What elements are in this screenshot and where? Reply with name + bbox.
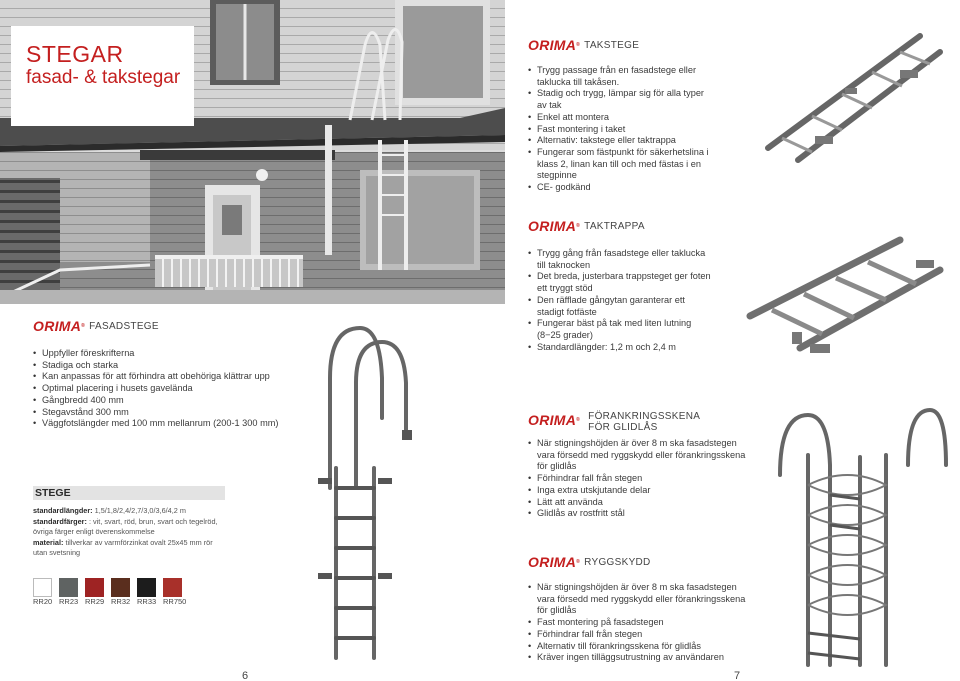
list-item: • Trygg passage från en fasadstege eller taklucka till takåsen. xyxy=(528,65,713,88)
page-number-left: 6 xyxy=(242,670,249,681)
list-item: • Fungerar som fästpunkt för säkerhetslina i klass 2, linan kan till och med fästas i en stegpinne xyxy=(528,147,713,182)
spec-label: standardlängder: xyxy=(33,506,93,515)
section-title: TAKSTEGE xyxy=(584,40,640,51)
swatch-label: RR750 xyxy=(163,597,187,606)
page-number-right: 7 xyxy=(734,670,741,681)
list-item: • Stadig och trygg, lämpar sig för alla typer av tak xyxy=(528,88,713,111)
takstege-heading xyxy=(528,38,639,52)
list-item: • Förhindrar fall från stegen xyxy=(528,629,753,641)
list-item: • Stadiga och starka xyxy=(33,360,293,372)
list-item: • Lätt att använda xyxy=(528,497,753,509)
title-box xyxy=(11,26,194,126)
list-item: • Fast montering i taket xyxy=(528,124,713,136)
taktrappa-heading xyxy=(528,219,645,233)
orima-logo: ORIMA® xyxy=(528,554,581,570)
orima-logo: ORIMA® xyxy=(528,218,581,234)
forankringsskena-list xyxy=(528,438,753,520)
takstege-list xyxy=(528,65,713,194)
swatch-rr32 xyxy=(111,578,130,597)
list-item: • Alternativ till förankringsskena för glidlås xyxy=(528,641,753,653)
page-title: STEGAR xyxy=(26,41,124,67)
spec-label: standardfärger: xyxy=(33,516,87,526)
orima-logo: ORIMA® xyxy=(528,412,581,428)
section-title-line: FÖRANKRINGSSKENA xyxy=(588,411,701,422)
swatch-rr33 xyxy=(137,578,156,597)
list-item: • Inga extra utskjutande delar xyxy=(528,485,753,497)
ryggskydd-illustration xyxy=(768,395,953,675)
section-title: TAKTRAPPA xyxy=(584,221,645,232)
list-item: • Förhindrar fall från stegen xyxy=(528,473,753,485)
orima-logo: ORIMA® xyxy=(528,37,581,53)
swatch-label: RR20 xyxy=(33,597,53,606)
list-item: • Optimal placering i husets gavelända xyxy=(33,383,293,395)
list-item: • Standardlängder: 1,2 m och 2,4 m xyxy=(528,342,713,354)
orima-logo: ORIMA® xyxy=(33,318,86,334)
section-title xyxy=(588,409,700,433)
list-item: • Stegavstånd 300 mm xyxy=(33,407,293,419)
spec-value: utan svetsning xyxy=(33,548,81,557)
list-item: • Glidlås av rostfritt stål xyxy=(528,508,753,520)
spec-value: övriga färger enligt överenskommelse xyxy=(33,527,155,536)
spec-value: : vit, svart, röd, brun, svart och tegelröd, xyxy=(88,516,218,526)
fasadstege-heading xyxy=(33,319,159,333)
list-item: • Enkel att montera xyxy=(528,112,713,124)
list-item: • CE- godkänd xyxy=(528,182,713,194)
list-item: • Fungerar bäst på tak med liten lutning (8−25 grader) xyxy=(528,318,713,341)
section-title-line: FÖR GLIDLÅS xyxy=(588,422,658,433)
list-item: • Kan anpassas för att förhindra att obehöriga klättrar upp xyxy=(33,371,293,383)
swatch-rr750 xyxy=(163,578,182,597)
list-item: • Det breda, justerbara trappsteget ger foten ett tryggt stöd xyxy=(528,271,713,294)
list-item: • När stigningshöjden är över 8 m ska fasadstegen vara försedd med ryggskydd eller förankringsskena för glidlås xyxy=(528,438,753,473)
list-item: • Gångbredd 400 mm xyxy=(33,395,293,407)
spec-value: 1,5/1,8/2,4/2,7/3,0/3,6/4,2 m xyxy=(94,506,186,515)
list-item: • Väggfotslängder med 100 mm mellanrum (200-1 300 mm) xyxy=(33,418,293,430)
page-subtitle: fasad- & takstegar xyxy=(26,67,181,88)
ryggskydd-heading xyxy=(528,555,651,569)
swatch-label: RR29 xyxy=(85,597,105,606)
list-item: • Den räfflade gångytan garanterar ett stadigt fotfäste xyxy=(528,295,713,318)
fasadstege-list xyxy=(33,348,293,430)
taktrappa-illustration xyxy=(740,228,945,363)
ryggskydd-list xyxy=(528,582,753,664)
stege-specification xyxy=(33,506,253,559)
stege-heading: STEGE xyxy=(33,486,225,500)
swatch-label: RR32 xyxy=(111,597,131,606)
spec-value: tillverkar av varmförzinkat ovalt 25x45 mm rör xyxy=(65,537,213,547)
list-item: • Fast montering på fasadstegen xyxy=(528,617,753,629)
taktrappa-list xyxy=(528,248,713,353)
section-title: FASADSTEGE xyxy=(89,321,159,332)
swatch-label: RR23 xyxy=(59,597,79,606)
swatch-rr29 xyxy=(85,578,104,597)
list-item: • Alternativ: takstege eller taktrappa xyxy=(528,135,713,147)
spec-label: material: xyxy=(33,537,64,547)
list-item: • När stigningshöjden är över 8 m ska fasadstegen vara försedd med ryggskydd eller förankringsskena för glidlås xyxy=(528,582,753,617)
swatch-label: RR33 xyxy=(137,597,157,606)
fasadstege-illustration xyxy=(308,318,418,668)
swatch-rr23 xyxy=(59,578,78,597)
section-title: RYGGSKYDD xyxy=(584,557,651,568)
takstege-illustration xyxy=(760,28,945,168)
list-item: • Uppfyller föreskrifterna xyxy=(33,348,293,360)
list-item: • Kräver ingen tilläggsutrustning av användaren xyxy=(528,652,753,664)
list-item: • Trygg gång från fasadstege eller taklucka till taknocken xyxy=(528,248,713,271)
forankringsskena-heading xyxy=(528,409,700,433)
swatch-rr20 xyxy=(33,578,52,597)
